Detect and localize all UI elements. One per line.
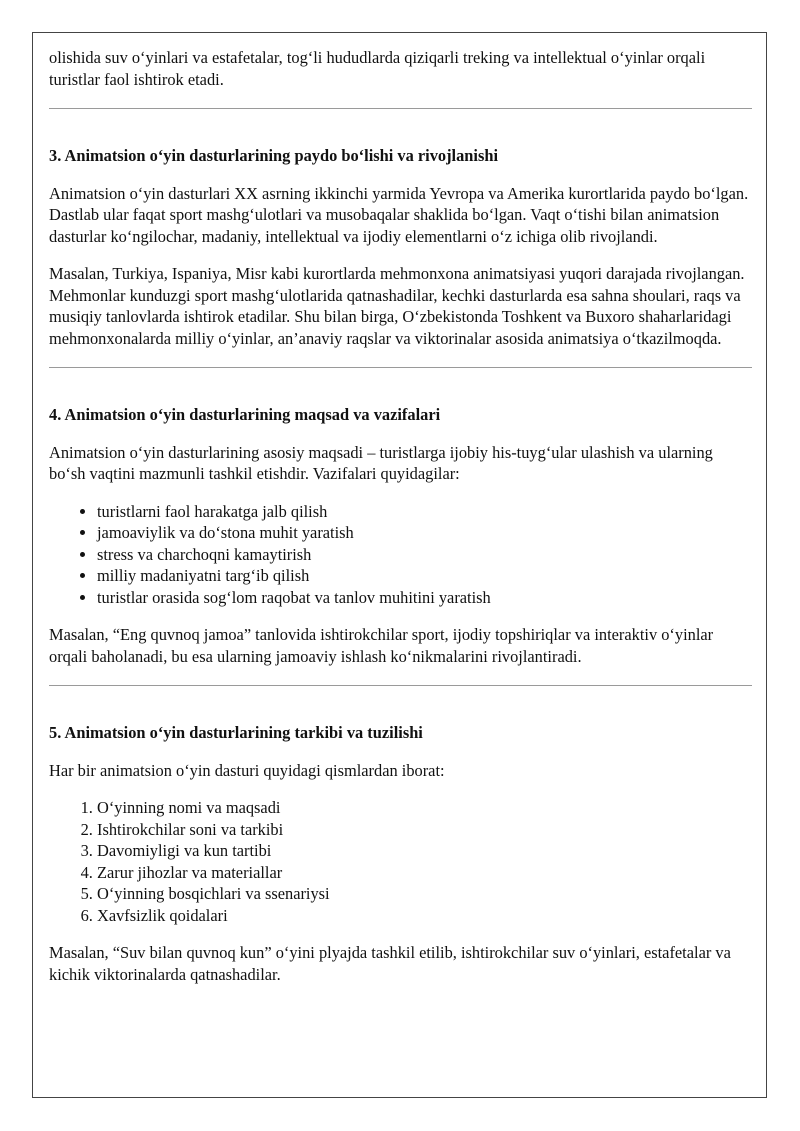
intro-paragraph: olishida suv oʻyinlari va estafetalar, togʻli hududlarda qiziqarli treking va intellektual oʻyinlar orqali turistlar faol ishtirok etadi. xyxy=(49,48,706,89)
list-item: 4. Zarur jihozlar va materiallar xyxy=(97,862,752,884)
section-5-paragraph-1: Har bir animatsion oʻyin dasturi quyidagi qismlardan iborat: xyxy=(49,760,445,780)
section-5-paragraph-2: Masalan, “Suv bilan quvnoq kun” oʻyini plyajda tashkil etilib, ishtirokchilar suv oʻyinlari, estafetalar va kichik viktorinalarda qatnashadilar. xyxy=(49,943,731,984)
list-item: 6. Xavfsizlik qoidalari xyxy=(97,905,752,927)
section-5-component-list xyxy=(49,797,752,926)
section-5-heading: 5. Animatsion oʻyin dasturlarining tarkibi va tuzilishi xyxy=(49,723,423,742)
section-3-heading: 3. Animatsion oʻyin dasturlarining paydo boʻlishi va rivojlanishi xyxy=(49,146,499,165)
list-item: • turistlar orasida sogʻlom raqobat va tanlov muhitini yaratish xyxy=(97,587,752,609)
document-page xyxy=(32,32,767,1098)
list-item: 3. Davomiyligi va kun tartibi xyxy=(97,840,752,862)
list-item: 2. Ishtirokchilar soni va tarkibi xyxy=(97,819,752,841)
section-4-heading: 4. Animatsion oʻyin dasturlarining maqsad va vazifalari xyxy=(49,405,441,424)
document-content xyxy=(49,47,752,985)
list-item: • jamoaviylik va doʻstona muhit yaratish xyxy=(97,522,752,544)
section-3-paragraph-1: Animatsion oʻyin dasturlari XX asrning ikkinchi yarmida Yevropa va Amerika kurortlarida paydo boʻlgan. Dastlab ular faqat sport mashgʻulotlari va musobaqalar shaklida boʻlgan. Vaqt oʻtishi bilan animatsion dasturlar koʻngilochar, madaniy, intellektual va ijodiy elementlarni oʻz ichiga olib rivojlandi. xyxy=(49,183,749,246)
section-4-paragraph-1: Animatsion oʻyin dasturlarining asosiy maqsadi – turistlarga ijobiy his-tuygʻular ulashish va ularning boʻsh vaqtini mazmunli tashkil etishdir. Vazifalari quyidagilar: xyxy=(49,442,713,483)
section-4-paragraph-2: Masalan, “Eng quvnoq jamoa” tanlovida ishtirokchilar sport, ijodiy topshiriqlar va interaktiv oʻyinlar orqali baholanadi, bu esa ularning jamoaviy ishlash koʻnikmalarini rivojlantiradi. xyxy=(49,625,714,666)
list-item: • stress va charchoqni kamaytirish xyxy=(97,544,752,566)
section-4-task-list xyxy=(49,501,752,609)
list-item: 1. Oʻyinning nomi va maqsadi xyxy=(97,797,752,819)
list-item: • turistlarni faol harakatga jalb qilish xyxy=(97,501,752,523)
list-item: • milliy madaniyatni targʻib qilish xyxy=(97,565,752,587)
section-3-paragraph-2: Masalan, Turkiya, Ispaniya, Misr kabi kurortlarda mehmonxona animatsiyasi yuqori darajada rivojlangan. Mehmonlar kunduzgi sport mashgʻulotlarida qatnashadilar, kechki dasturlarda esa sahna shoulari, raqs va musiqiy tanlovlarda ishtirok etadilar. Shu bilan birga, Oʻzbekistonda Toshkent va Buxoro shaharlaridagi mehmonxonalarda milliy oʻyinlar, an’anaviy raqslar va viktorinalar asosida animatsiya oʻtkazilmoqda. xyxy=(49,264,745,348)
list-item: 5. Oʻyinning bosqichlari va ssenariysi xyxy=(97,883,752,905)
